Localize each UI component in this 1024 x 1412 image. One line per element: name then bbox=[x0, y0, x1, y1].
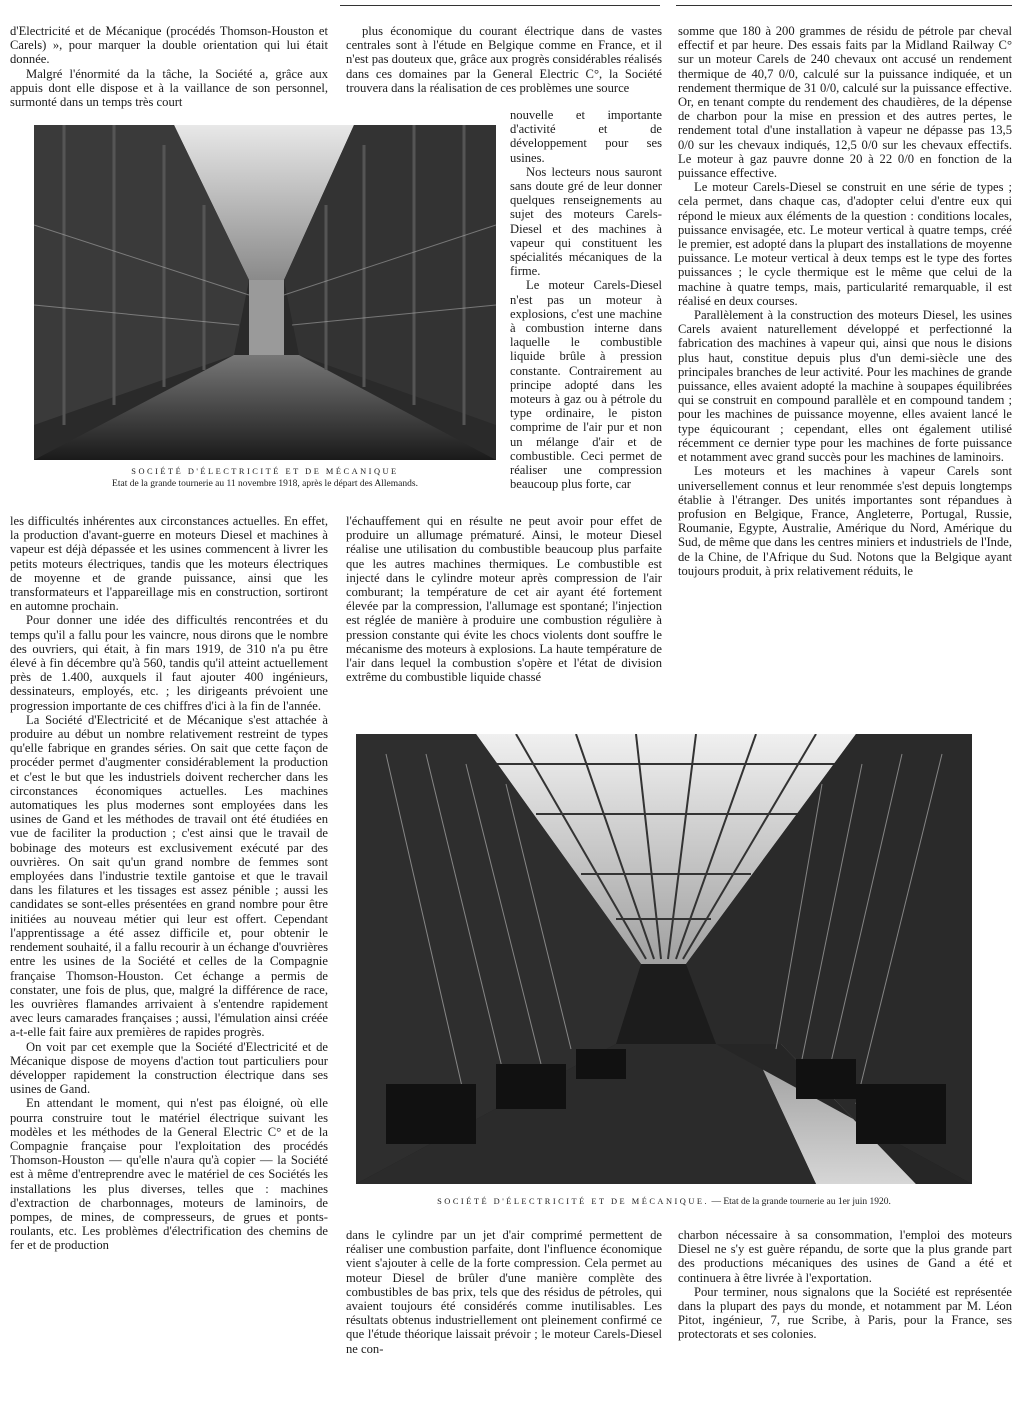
paragraph: l'échauffement qui en résulte ne peut avoir pour effet de produire un allumage prématuré. Ainsi, le moteur Diesel réalise une utilisation du combustible beaucoup plus parfaite que les autres machines thermiques. Le combustible est injecté dans le cylindre moteur après compression de l'air comburant; la température de cet air ayant été fortement élevée par la compression, l'allumage est spontané; l'injection est réglée de manière à produire une combustion régulière à pression constante qui évite les chocs violents dont souffre le mécanisme des moteurs à explosions. La haute température de l'air dans lequel la combustion s'opère et l'état de division extrême du combustible liquide chassé bbox=[346, 514, 662, 685]
column-2-bottom bbox=[346, 1228, 662, 1356]
paragraph: Malgré l'énormité da la tâche, la Société a, grâce aux appuis dont elle dispose et à la vaillance de son personnel, surmonté dans un temps très court bbox=[10, 66, 328, 110]
photo-2-caption bbox=[356, 1196, 972, 1208]
caption-title: SOCIÉTÉ D'ÉLECTRICITÉ ET DE MÉCANIQUE bbox=[131, 467, 399, 476]
factory-photo-1918 bbox=[34, 125, 496, 460]
paragraph: Nos lecteurs nous sauront sans doute gré de leur donner quelques renseignements au sujet des moteurs Carels-Diesel et des machines à vapeur qui constituent les spécialités mécaniques de la firme. bbox=[510, 164, 662, 279]
factory-photo-1920 bbox=[356, 734, 972, 1184]
paragraph: charbon nécessaire à sa consommation, l'emploi des moteurs Diesel ne s'y est guère répandu, de sorte que la plus grande part des productions mécaniques des usines de Gand a été et continuera à être livrée à l'exportation. bbox=[678, 1228, 1012, 1285]
paragraph: Parallèlement à la construction des moteurs Diesel, les usines Carels avaient naturellement développé et perfectionné la fabrication des machines à vapeur qui, ainsi que nous le disions plus haut, constitue depuis plus d'un demi-siècle une des principales branches de leur activité. Pour les machines de grande puissance, elles avaient adopté la machine à soupapes équilibrées qui se construit en compound parallèle et en compound tandem ; pour les machines de puissance moyenne, elles avaient lancé le type équicourant ; cependant, elles ont également utilisé récemment ce dernier type pour les machines de forte puissance et notamment avec grand succès pour les machines de laminoirs. bbox=[678, 308, 1012, 465]
paragraph: La Société d'Electricité et de Mécanique s'est attachée à produire au début un nombre relativement restreint de types qu'elle fabrique en grandes séries. On sait que cette façon de procéder permet d'augmenter considérablement la production et c'est le but que les industriels doivent rechercher dans les circonstances économiques actuelles. Les machines automatiques les plus modernes sont employées dans les usines de Gand et les méthodes de travail ont été étudiées en vue de faciliter la production ; c'est ainsi que le travail de bobinage des moteurs est exclusivement exécuté par des ouvrières. On sait qu'un grand nombre de femmes sont employées dans l'industrie textile gantoise et que le travail dans les filatures et les tissages est assez pénible ; aussi les candidates se sont-elles présentées en grand nombre pour être initiées au nouveau métier qui leur est offert. Cependant l'apprentissage a été assez difficile et, pour obtenir le rendement souhaité, il a fallu recourir à un échange d'ouvrières entre les usines de la Société et celles de la Compagnie française Thomson-Houston. Cet échange a permis de constater, une fois de plus, que, malgré la différence de race, les ouvrières flamandes arrivaient à s'entendre rapidement avec leurs camarades françaises ; aussi, l'émulation ainsi créée a-t-elle fait faire aux premières de rapides progrès. bbox=[10, 712, 328, 1040]
paragraph: Le moteur Carels-Diesel n'est pas un moteur à explosions, c'est une machine à combustion interne dans laquelle le combustible liquide brûle à pression constante. Contrairement au principe adopté dans les moteurs à gaz ou à pétrole du type ordinaire, le piston comprime de l'air pur et non un mélange d'air et de combustible. Ceci permet de réaliser une compression beaucoup plus forte, car bbox=[510, 278, 662, 492]
paragraph: Pour terminer, nous signalons que la Société est représentée dans la plupart des pays du monde, et notamment par M. Léon Pitot, ingénieur, 7, rue Scribe, à Paris, pour la France, ses protectorats et ses colonies. bbox=[678, 1284, 1012, 1342]
paragraph: plus économique du courant électrique dans de vastes centrales sont à l'étude en Belgique comme en France, et il n'est pas douteux que, grâce aux progrès considérables réalisés dans ces domaines par la General Electric C°, la Société trouvera dans la réalisation de ces problèmes une source bbox=[346, 24, 662, 95]
column-2-narrow bbox=[510, 108, 662, 491]
top-rule bbox=[676, 5, 1012, 6]
column-1-bottom bbox=[10, 514, 328, 1253]
column-2-top bbox=[346, 24, 662, 95]
paragraph: d'Electricité et de Mécanique (procédés Thomson-Houston et Carels) », pour marquer la double orientation qui lui était donnée. bbox=[10, 24, 328, 67]
paragraph: les difficultés inhérentes aux circonstances actuelles. En effet, la production d'avant-guerre en moteurs Diesel et machines à vapeur est déjà dépassée et les usines commencent à livrer les petits moteurs électriques, tandis que les moteurs électriques de moyenne et de grande puissance, ainsi que les transformateurs et l'appareillage mis en construction, sortiront en automne prochain. bbox=[10, 514, 328, 614]
column-2-middle bbox=[346, 514, 662, 684]
paragraph: nouvelle et importante d'activité et de développement pour ses usines. bbox=[510, 108, 662, 165]
caption-title: SOCIÉTÉ D'ÉLECTRICITÉ ET DE MÉCANIQUE. bbox=[437, 1197, 710, 1206]
caption-text: — Etat de la grande tournerie au 1er juin 1920. bbox=[709, 1197, 891, 1207]
paragraph: Le moteur Carels-Diesel se construit en une série de types ; cela permet, dans chaque cas, d'adopter celui d'entre eux qui répond le mieux aux éléments de la question : conditions locales, puissance envisagée, etc. Le moteur vertical à quatre temps, créé le premier, est adopté dans la plupart des installations de moyenne puissance. Le moteur vertical à deux temps est le type des fortes puissances ; le cycle thermique est le même que celui de la machine à quatre temps, mais, particularité remarquable, il est réalisé en deux courses. bbox=[678, 180, 1012, 308]
column-1-top bbox=[10, 24, 328, 109]
paragraph: dans le cylindre par un jet d'air comprimé permettent de réaliser une combustion parfaite, dont l'influence économique vient s'ajouter à celle de la forte compression. Cela permet au moteur Diesel de brûler d'une manière complète des combustibles de bas prix, tels que des résidus de pétroles, qui avaient toujours été considérés comme inutilisables. Les résultats obtenus industriellement ont pleinement confirmé ce que l'étude théorique laissait prévoir ; le moteur Carels-Diesel ne con- bbox=[346, 1228, 662, 1356]
top-rule bbox=[340, 5, 660, 6]
caption-text: Etat de la grande tournerie au 11 novembre 1918, après le départ des Allemands. bbox=[112, 479, 418, 489]
photo-1-caption bbox=[34, 466, 496, 490]
column-3-top bbox=[678, 24, 1012, 578]
paragraph: On voit par cet exemple que la Société d'Electricité et de Mécanique dispose de moyens d'action tout particuliers pour développer rapidement la construction électrique dans ses usines de Gand. bbox=[10, 1039, 328, 1097]
column-3-bottom bbox=[678, 1228, 1012, 1342]
paragraph: En attendant le moment, qui n'est pas éloigné, où elle pourra construire tout le matériel électrique suivant les modèles et les méthodes de la General Electric C° et de la Compagnie française pour l'exploitation des procédés Thomson-Houston — qu'elle n'aura qu'à copier — la Société est à même d'entreprendre avec le matériel de ces Sociétés les installations les plus diverses, telles que : machines d'extraction de charbonnages, moteurs de laminoirs, de pompes, de mines, de compresseurs, de grues et ponts-roulants, etc. Les problèmes d'électrification des chemins de fer et de production bbox=[10, 1096, 328, 1253]
paragraph: somme que 180 à 200 grammes de résidu de pétrole par cheval effectif et par heure. Des essais faits par la Midland Railway C° sur un moteur Carels de 240 chevaux ont accusé un rendement thermique de 40,7 0/0, calculé sur la puissance indiquée, et un rendement thermique de 31 0/0, calculé sur la puissance effective. Or, en tenant compte du rendement des chaudières, de la dépense de charbon pour la mise en pression et des autres pertes, le rendement total d'une installation à vapeur ne dépasse pas 13,5 0/0 sur les chevaux indiqués, 12,5 0/0 sur les chevaux effectifs. Le moteur à gaz pauvre donne 20 à 22 0/0 en fonction de la puissance effective. bbox=[678, 24, 1012, 181]
paragraph: Pour donner une idée des difficultés rencontrées et du temps qu'il a fallu pour les vaincre, nous dirons que le nombre des ouvriers, qui était, à fin mars 1919, de 310 n'a pu être élevé à fin décembre qu'à 560, tandis qu'il atteint actuellement près de 1.400, auxquels il faut ajouter 400 ingénieurs, dessinateurs, employés, etc. ; les dirigeants prévoient une progression importante de ces chiffres d'ici à la fin de l'année. bbox=[10, 613, 328, 713]
paragraph: Les moteurs et les machines à vapeur Carels sont universellement connus et leur renommée s'est depuis longtemps établie à l'étranger. Des unités importantes sont répandues à profusion en Belgique, France, Angleterre, Portugal, Russie, Roumanie, Egypte, Australie, Amérique du Nord, Amérique du Sud, de même que dans les centres miniers et industriels de l'Inde, de la Chine, de l'Afrique du Sud. Notons que la Belgique ayant toujours produit, à prix relativement réduits, le bbox=[678, 464, 1012, 578]
